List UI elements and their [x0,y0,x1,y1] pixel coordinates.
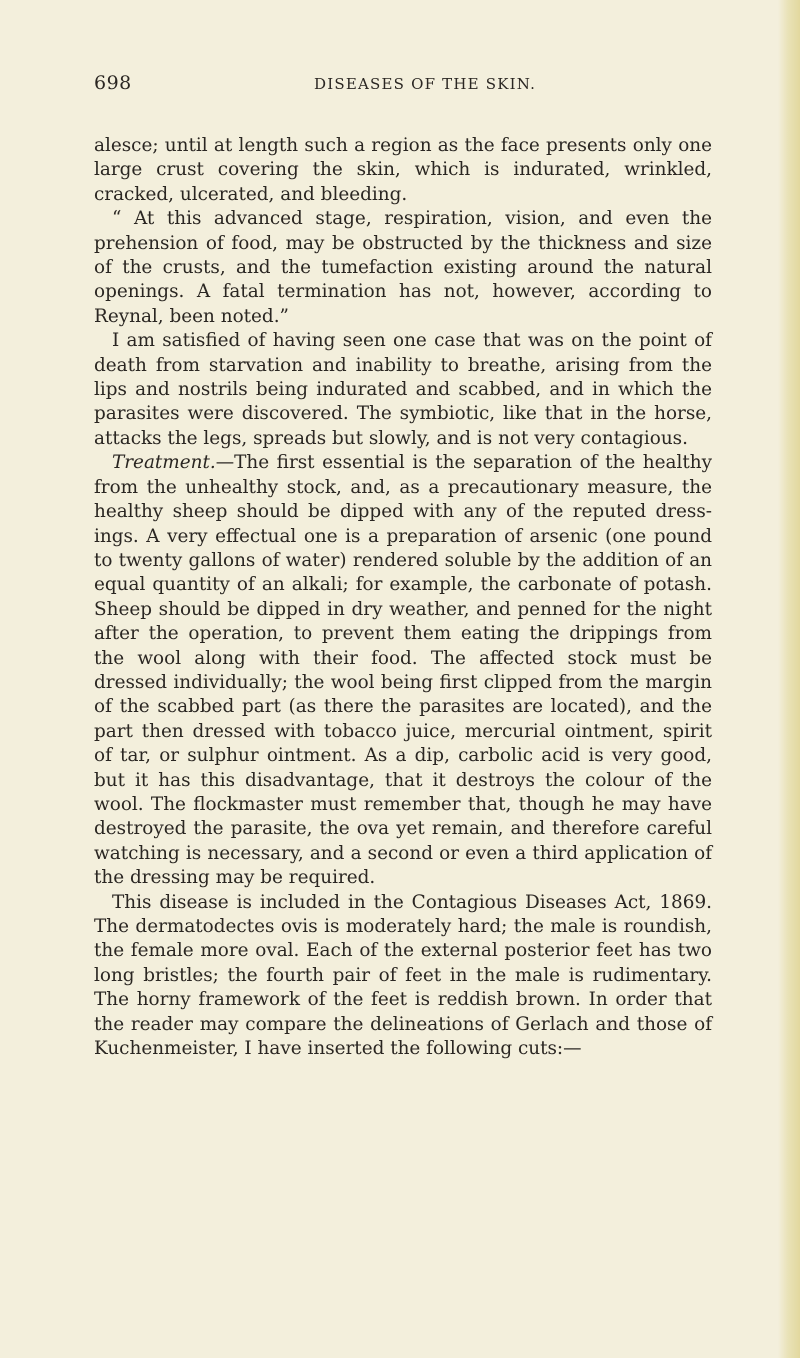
paragraph-5: This disease is included in the Contagious Diseases Act, 1869. The dermatodectes ovis is moderately hard; the male is roundish, the female more oval. Each of the external posterior feet has two long bristles; the fourth pair of feet in the male is rudimentary. The horny framework of the feet is reddish brown. In order that the reader may compare the delineations of Gerlach and those of Kuchenmeister, I have inserted the following cuts:— [94,891,712,1060]
paragraph-4 [94,451,712,890]
running-head: DISEASES OF THE SKIN. [314,75,537,93]
page-edge-shadow [778,0,800,1358]
paragraph-3: I am satisfied of having seen one case that was on the point of death from starvation and inability to breathe, arising from the lips and nostrils being indurated and scabbed, and in which the parasites were discovered. The symbiotic, like that in the horse, attacks the legs, spreads but slowly, and is not very contagious. [94,330,712,449]
page-header [94,72,714,102]
treatment-heading: Treatment. [112,452,216,474]
body-text [94,134,712,1061]
paragraph-1: alesce; until at length such a region as the face presents only one large crust covering the skin, which is indurated, wrinkled, cracked, ulcerated, and bleeding. [94,135,712,205]
page-number: 698 [94,72,132,94]
paragraph-2: “ At this advanced stage, respiration, vision, and even the prehension of food, may be obstructed by the thickness and size of the crusts, and the tumefaction existing around the natural openings. A fatal termination has not, however, according to Reynal, been noted.” [94,208,712,327]
treatment-text: —The first essential is the separation of the healthy from the unhealthy stock, and, as a precautionary measure, the healthy sheep should be dipped with any of the reputed dressings. A very effectual one is a preparation of arsenic (one pound to twenty gallons of water) rendered soluble by the addition of an equal quantity of an alkali; for example, the carbonate of potash. Sheep should be dipped in dry weather, and penned for the night after the operation, to prevent them eating the drippings from the wool along with their food. The affected stock must be dressed individually; the wool being first clipped from the margin of the scabbed part (as there the parasites are located), and the part then dressed with tobacco juice, mercurial ointment, spirit of tar, or sulphur ointment. As a dip, carbolic acid is very good, but it has this disadvantage, that it destroys the colour of the wool. The flockmaster must remember that, though he may have destroyed the parasite, the ova yet remain, and therefore careful watching is necessary, and a second or even a third application of the dressing may be required. [94,452,712,889]
